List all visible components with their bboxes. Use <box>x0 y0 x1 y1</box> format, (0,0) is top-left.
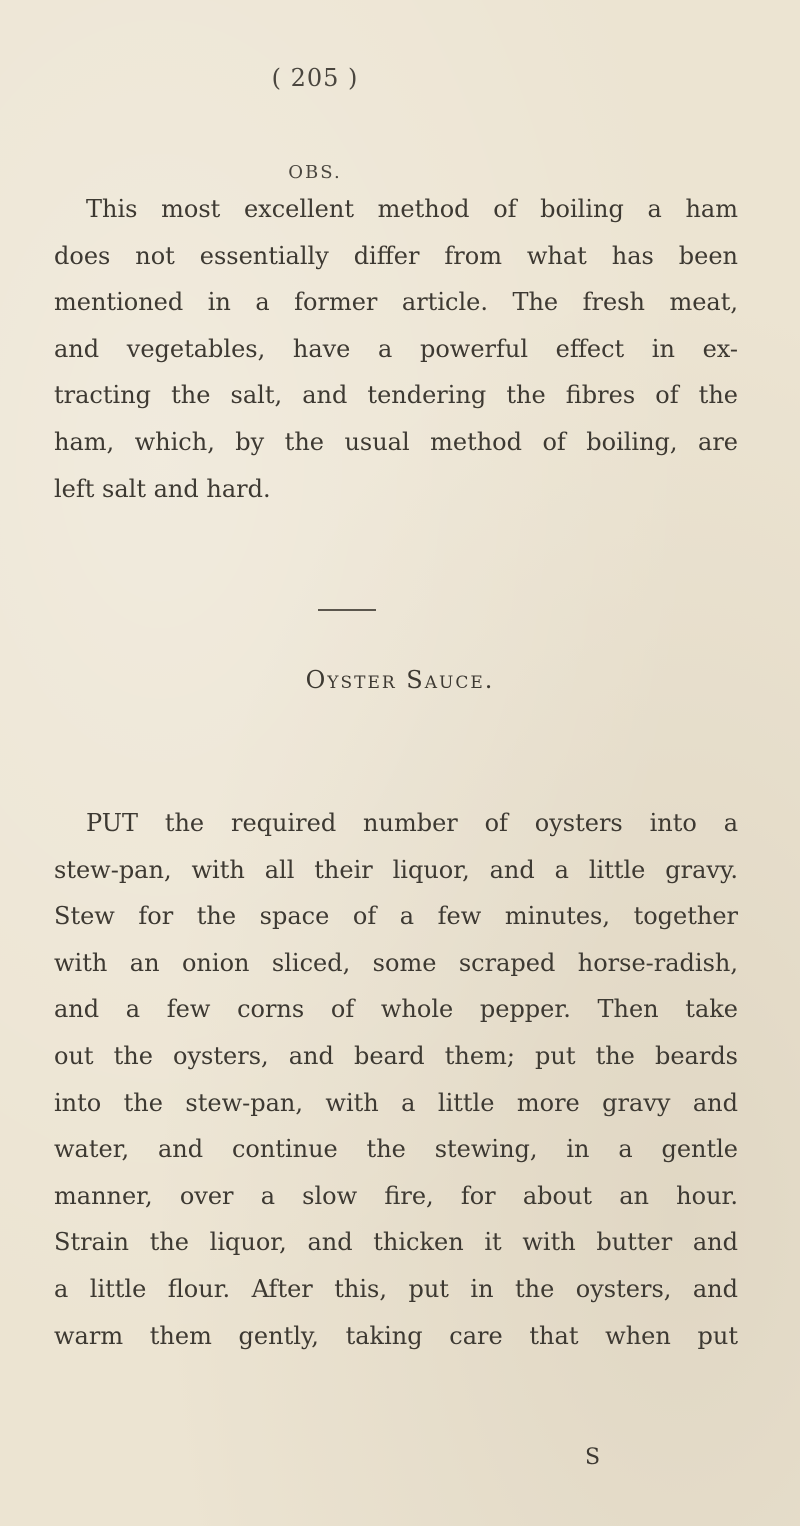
section-label: OBS. <box>288 162 342 183</box>
text-line: warm them gently, taking care that when put <box>54 1321 738 1350</box>
text-line: Strain the liquor, and thicken it with butter and <box>54 1228 738 1257</box>
text-line: mentioned in a former article. The fresh meat, <box>54 288 738 317</box>
text-line: does not essentially differ from what has been <box>54 241 738 270</box>
text-line: water, and continue the stewing, in a gentle <box>54 1135 738 1164</box>
text-line: This most excellent method of boiling a ham <box>86 195 738 223</box>
paragraph-recipe <box>54 800 738 1359</box>
text-line: with an onion sliced, some scraped horse-radish, <box>54 948 738 977</box>
text-line: a little flour. After this, put in the oysters, and <box>54 1274 738 1303</box>
section-divider <box>318 609 376 611</box>
text-line: and a few corns of whole pepper. Then take <box>54 995 738 1024</box>
text-line: PUT the required number of oysters into a <box>86 809 738 837</box>
text-line: Stew for the space of a few minutes, together <box>54 902 738 931</box>
catchword: S <box>585 1445 601 1470</box>
text-line: and vegetables, have a powerful effect in ex- <box>54 334 738 363</box>
text-line: manner, over a slow fire, for about an hour. <box>54 1181 738 1210</box>
paragraph-observation <box>54 186 738 512</box>
text-line: stew-pan, with all their liquor, and a little gravy. <box>54 855 738 884</box>
text-line: into the stew-pan, with a little more gravy and <box>54 1088 738 1117</box>
text-line: out the oysters, and beard them; put the beards <box>54 1041 738 1070</box>
text-line: ham, which, by the usual method of boiling, are <box>54 427 738 456</box>
text-line: tracting the salt, and tendering the fibres of the <box>54 381 738 410</box>
recipe-heading: Oyster Sauce. <box>305 666 495 694</box>
page-number: ( 205 ) <box>271 64 359 92</box>
text-line: left salt and hard. <box>54 474 271 503</box>
